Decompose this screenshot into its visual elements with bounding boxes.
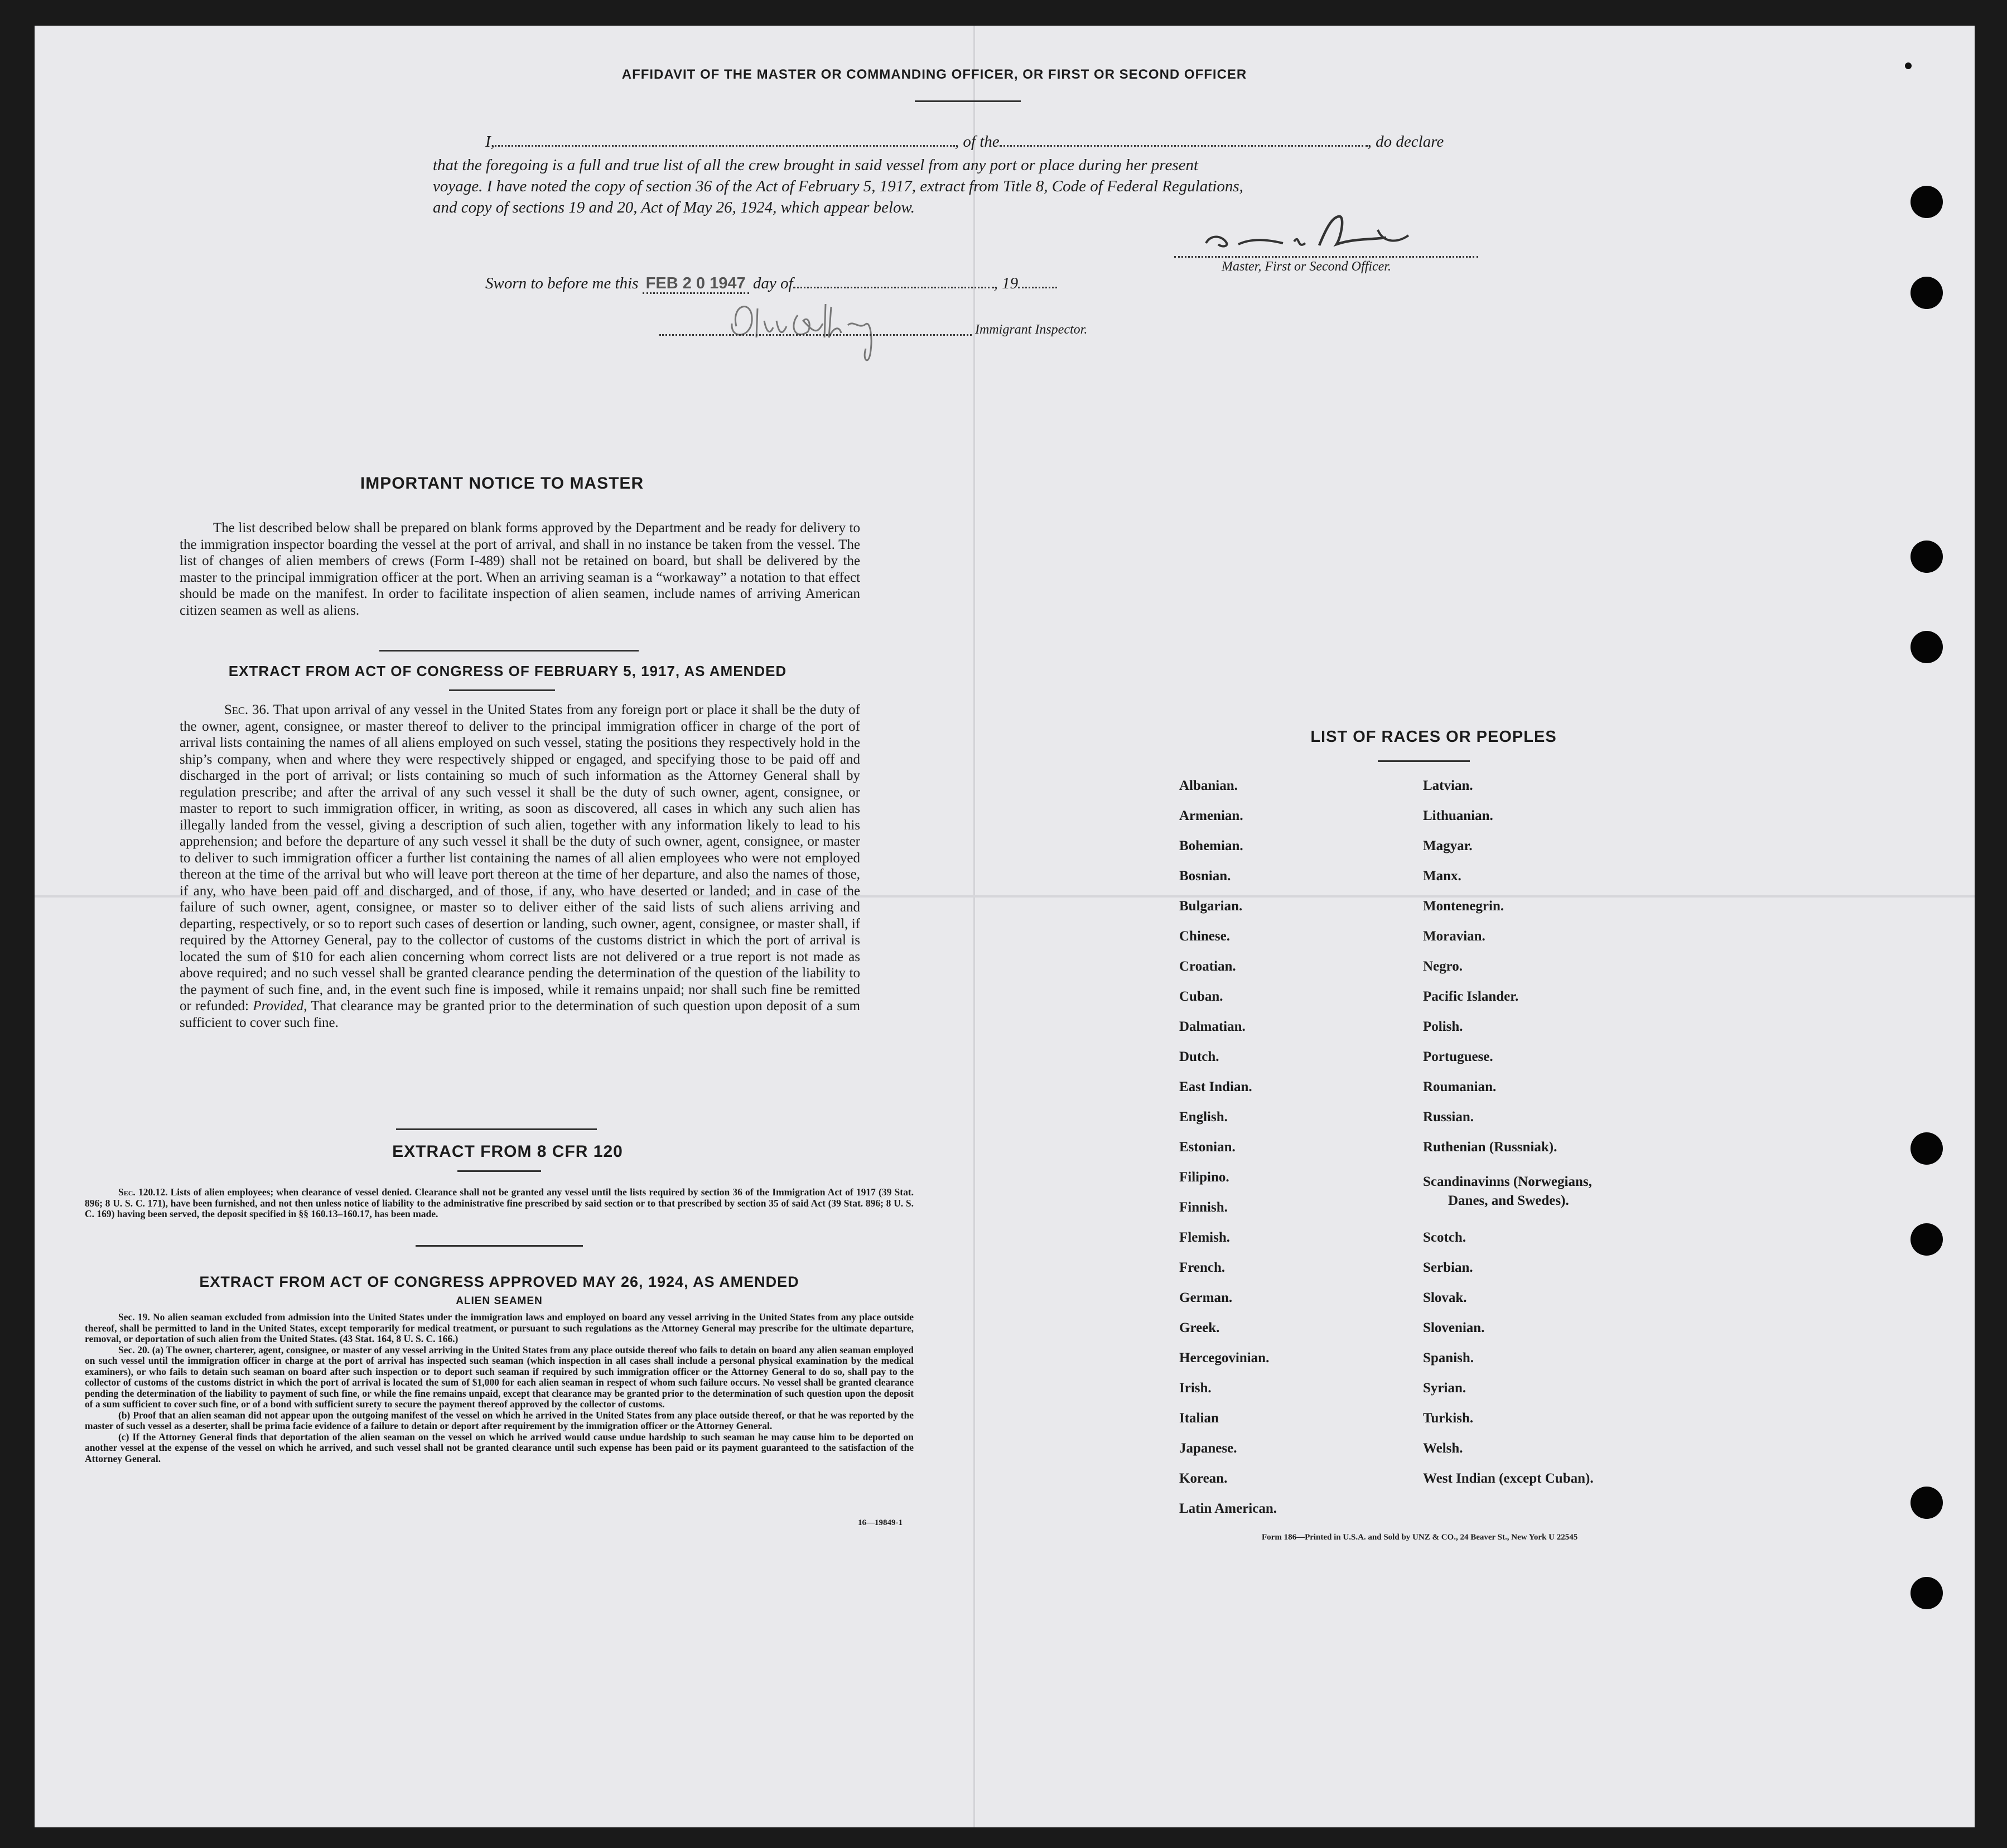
inspector-label: Immigrant Inspector.: [975, 322, 1088, 337]
section-divider: [457, 1170, 541, 1172]
race-item: Cuban.: [1179, 989, 1223, 1004]
race-item: Syrian.: [1423, 1381, 1466, 1396]
races-title: LIST OF RACES OR PEOPLES: [1310, 728, 1557, 746]
master-signature-line: [1174, 248, 1478, 258]
provided-text: That clearance may be granted prior to the determination of such question upon deposit of a sum sufficient to cover such fine.: [180, 998, 861, 1030]
race-item: Latin American.: [1179, 1501, 1277, 1516]
printer-note: Form 186—Printed in U.S.A. and Sold by UNZ & CO., 24 Beaver St., New York U 22545: [1262, 1533, 1578, 1542]
race-item: Roumanian.: [1423, 1079, 1497, 1094]
race-item: Hercegovinian.: [1179, 1350, 1270, 1366]
inspector-signature-line: [659, 326, 972, 336]
race-item: Italian: [1179, 1411, 1219, 1426]
affidavit-title-rule: [915, 100, 1021, 102]
sec-120-label: Sec. 120.12.: [118, 1186, 168, 1198]
declarant-label: I,: [485, 133, 495, 151]
race-item: Latvian.: [1423, 778, 1473, 793]
punch-hole: [1910, 541, 1943, 573]
sec-20b-text: (b) Proof that an alien seaman did not appear upon the outgoing manifest of the vessel on which he arrived in the United States from any place outside thereof, or that he was reported by the master of such vessel as a deserter, shall be prima facie evidence of a failure to detain or deport after requirement by the immigration officer or the Attorney General.: [85, 1409, 914, 1431]
section-divider: [396, 1128, 597, 1130]
race-item: Pacific Islander.: [1423, 989, 1519, 1004]
extract-1924-title: EXTRACT FROM ACT OF CONGRESS APPROVED MAY 26, 1924, AS AMENDED: [199, 1273, 799, 1290]
race-item: Japanese.: [1179, 1441, 1237, 1456]
punch-hole: [1910, 1487, 1943, 1519]
race-item: Portuguese.: [1423, 1049, 1493, 1064]
edge-mark: [1905, 62, 1912, 69]
extract-1924-subtitle: ALIEN SEAMEN: [456, 1295, 543, 1307]
race-item: East Indian.: [1179, 1079, 1252, 1094]
race-item: Estonian.: [1179, 1140, 1236, 1155]
race-item: Dalmatian.: [1179, 1019, 1246, 1034]
race-item: Ruthenian (Russniak).: [1423, 1140, 1557, 1155]
race-item: Serbian.: [1423, 1260, 1473, 1275]
race-item: Bohemian.: [1179, 838, 1243, 853]
race-item: Albanian.: [1179, 778, 1238, 793]
declarant-name-field: [495, 137, 955, 147]
month-field: [793, 279, 994, 288]
sec-36-label: Sec. 36.: [224, 702, 270, 717]
provided-label: Provided,: [253, 998, 307, 1014]
extract-1924-body: [85, 1312, 914, 1464]
race-item: Chinese.: [1179, 929, 1230, 944]
declaration-line-2: that the foregoing is a full and true list of all the crew brought in said vessel from any port or place during her present: [433, 156, 1199, 174]
race-item: French.: [1179, 1260, 1226, 1275]
race-item: Greek.: [1179, 1320, 1220, 1335]
master-signature-label: Master, First or Second Officer.: [1222, 259, 1391, 274]
sec-19-text: Sec. 19. No alien seaman excluded from admission into the United States under the immigration laws and employed on board any vessel arriving in the United States from any place outside thereof, shall be permitted to land in the United States, except temporarily for medical treatment, or pursuant to such regulations as the Attorney General may prescribe for the ultimate departure, removal, or deportation of such alien from the United States. (43 Stat. 164, 8 U. S. C. 166.): [85, 1311, 914, 1344]
race-item: Slovenian.: [1423, 1320, 1485, 1335]
extract-1917-title: EXTRACT FROM ACT OF CONGRESS OF FEBRUARY 5, 1917, AS AMENDED: [228, 663, 787, 679]
declaration-line-1: [485, 133, 1512, 151]
sec-120-text: Lists of alien employees; when clearance of vessel denied. Clearance shall not be granted any vessel until the lists required by section 36 of the Immigration Act of 1917 (39 Stat. 896; 8 U. S. C. 171), have been furnished, and not then unless notice of liability to the administrative fine prescribed by said section or to that prescribed by section 35 of said Act (39 Stat. 896; 8 U. S. C. 169) having been served, the deposit specified in §§ 160.13–160.17, has been made.: [85, 1186, 914, 1219]
year-label: , 19: [993, 274, 1019, 292]
of-the-label: , of the: [954, 133, 1000, 151]
race-item: Polish.: [1423, 1019, 1463, 1034]
extract-cfr-body: [85, 1187, 914, 1220]
race-item: Spanish.: [1423, 1350, 1474, 1366]
date-stamp: FEB 2 0 1947: [643, 274, 749, 294]
race-item: Bulgarian.: [1179, 899, 1243, 914]
race-item: Lithuanian.: [1423, 808, 1493, 823]
notice-body: The list described below shall be prepared on blank forms approved by the Department and be ready for delivery to the immigration inspector boarding the vessel at the port of arrival, and shall in no instance be taken from the vessel. The list of changes of alien members of crews (Form I-489) shall not be retained on board, but shall be delivered by the master to the principal immigration officer at the port. When an arriving seaman is a “workaway” a notation to that effect should be made on the manifest. In order to facilitate inspection of alien seamen, include names of arriving American citizen seamen as well as aliens.: [180, 520, 860, 618]
section-divider: [379, 650, 639, 652]
declaration-line-4: and copy of sections 19 and 20, Act of May 26, 1924, which appear below.: [433, 199, 915, 216]
race-item: Turkish.: [1423, 1411, 1474, 1426]
race-item: Danes, and Swedes).: [1448, 1193, 1569, 1208]
race-item: Moravian.: [1423, 929, 1485, 944]
race-item: Flemish.: [1179, 1230, 1230, 1245]
sworn-label: Sworn to before me this: [485, 274, 639, 292]
day-of-label: day of: [752, 274, 793, 292]
race-item: Scandinavinns (Norwegians,: [1423, 1174, 1592, 1189]
extract-cfr-title: EXTRACT FROM 8 CFR 120: [392, 1142, 623, 1161]
extract-1917-body: [180, 702, 860, 1031]
race-item: Welsh.: [1423, 1441, 1463, 1456]
race-item: German.: [1179, 1290, 1233, 1305]
race-item: Manx.: [1423, 868, 1461, 884]
race-item: Dutch.: [1179, 1049, 1219, 1064]
race-item: West Indian (except Cuban).: [1423, 1471, 1594, 1486]
race-item: Filipino.: [1179, 1170, 1229, 1185]
race-item: Irish.: [1179, 1381, 1212, 1396]
race-item: Korean.: [1179, 1471, 1228, 1486]
sec-20c-text: (c) If the Attorney General finds that deportation of the alien seaman on the vessel on which he arrived would cause undue hardship to such seaman he may cause him to be deported on another vessel at the expense of the vessel on which he arrived, and such vessel shall not be granted clearance until such expense has been paid or its payment guaranteed to the satisfaction of the Attorney General.: [85, 1431, 914, 1464]
race-item: Finnish.: [1179, 1200, 1228, 1215]
fold-crease-vertical: [973, 26, 975, 1827]
section-divider: [449, 689, 555, 691]
race-item: Negro.: [1423, 959, 1463, 974]
race-item: Armenian.: [1179, 808, 1243, 823]
races-title-rule: [1378, 760, 1470, 762]
year-field: [1018, 279, 1057, 288]
declaration-line-3: voyage. I have noted the copy of section 36 of the Act of February 5, 1917, extract from Title 8, Code of Federal Regulations,: [433, 177, 1243, 195]
punch-hole: [1910, 1223, 1943, 1256]
punch-hole: [1910, 186, 1943, 218]
race-item: Bosnian.: [1179, 868, 1231, 884]
race-item: Magyar.: [1423, 838, 1473, 853]
punch-hole: [1910, 1577, 1943, 1609]
sec-20a-text: Sec. 20. (a) The owner, charterer, agent, consignee, or master of any vessel arriving in the United States from any place outside thereof who fails to detain on board any alien seaman employed on such vessel until the immigration officer in charge at the port of arrival has inspected such seaman (which inspection in all cases shall include a personal physical examination by the medical examiners), or who fails to detain such seaman on board after such inspection or to deport such seaman if required by such immigration officer or the Attorney General to do so, shall pay to the collector of customs of the customs district in which the port of arrival is located the sum of $1,000 for each alien seaman in respect of whom such failure occurs. No vessel shall be granted clearance pending the determination of the liability to payment of such fine, or while the fine remains unpaid, except that clearance may be granted prior to the determination of such question upon the deposit of a sum sufficient to cover such fine, or of a bond with sufficient surety to secure the payment thereof approved by the collector of customs.: [85, 1344, 914, 1410]
notice-title: IMPORTANT NOTICE TO MASTER: [360, 474, 644, 493]
vessel-name-field: [1000, 137, 1368, 147]
form-code: 16—19849-1: [858, 1518, 903, 1527]
race-item: Russian.: [1423, 1109, 1474, 1125]
race-item: Montenegrin.: [1423, 899, 1504, 914]
punch-hole: [1910, 1132, 1943, 1165]
sworn-line: [485, 274, 1194, 293]
section-divider: [416, 1245, 583, 1247]
race-item: Slovak.: [1423, 1290, 1467, 1305]
punch-hole: [1910, 631, 1943, 663]
race-item: English.: [1179, 1109, 1228, 1125]
do-declare-label: , do declare: [1367, 133, 1444, 151]
punch-hole: [1910, 277, 1943, 309]
affidavit-title: AFFIDAVIT OF THE MASTER OR COMMANDING OFFICER, OR FIRST OR SECOND OFFICER: [621, 67, 1247, 82]
sec-36-text: That upon arrival of any vessel in the United States from any foreign port or place it shall be the duty of the owner, agent, consignee, or master thereof to deliver to the principal immigration officer in charge of the port of arrival lists containing the names of all aliens employed on such vessel, stating the positions they respectively hold in the ship’s company, when and where they were respectively shipped or engaged, and specifying those to be paid off and discharged in the port of arrival; or lists containing so much of such information as the Attorney General shall by regulation prescribe; and after the arrival of any such vessel it shall be the duty of such owner, agent, consignee, or master to report to such immigration officer, in writing, as soon as discovered, all cases in which any such alien has illegally landed from the vessel, giving a description of such alien, together with any information likely to lead to his apprehension; and before the departure of any such vessel it shall be the duty of such owner, agent, consignee, or master to deliver to such immigration officer a further list containing the names of all alien employees who were not employed thereon at the time of the arrival but who will leave port thereon at the time of her departure, and also the names of those, if any, who have been paid off and discharged, and of those, if any, who have deserted or landed; and in case of the failure of such owner, agent, consignee, or master so to deliver either of the said lists of such aliens arriving and departing, respectively, or so to report such cases of desertion or landing, such owner, agent, consignee, or master shall, if required by the Attorney General, pay to the collector of customs of the customs district in which the port of arrival is located the sum of $10 for each alien concerning whom correct lists are not delivered or a true report is not made as above required; and no such vessel shall be granted clearance pending the determination of the question of the liability to the payment of such fine, and, in the event such fine is imposed, while it remains unpaid; nor shall such fine be remitted or refunded:: [180, 702, 860, 1014]
race-item: Scotch.: [1423, 1230, 1466, 1245]
race-item: Croatian.: [1179, 959, 1236, 974]
